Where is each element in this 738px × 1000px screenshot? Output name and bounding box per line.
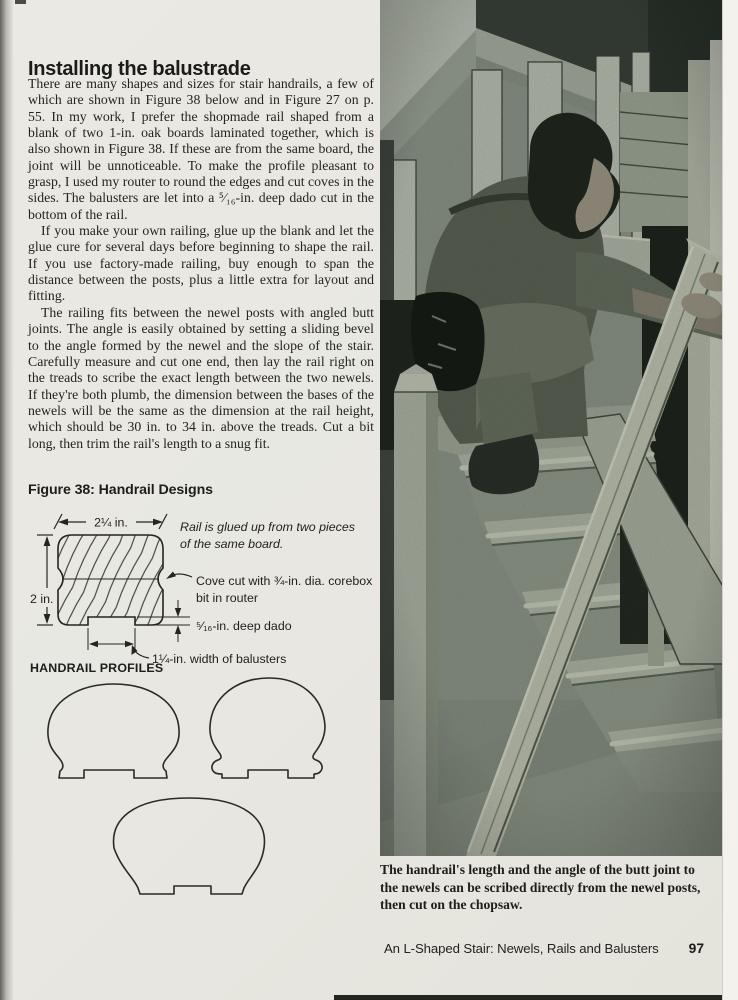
width-dim-label: 2¼ in. — [94, 515, 128, 530]
profile-shape-1 — [48, 684, 179, 778]
height-dim-label: 2 in. — [30, 592, 54, 606]
rail-cross-section — [58, 535, 163, 625]
page-title: Installing the balustrade — [28, 58, 251, 81]
photo-staircase — [380, 0, 724, 856]
handrail-cross-section-diagram — [28, 500, 373, 670]
photo-caption: The handrail's length and the angle of the butt joint to the newels can be scribed directly from the newel posts, then cut on the chopsaw. — [380, 862, 701, 913]
page-gutter-shadow — [0, 0, 14, 1000]
baluster-note: 1¼-in. width of balusters — [152, 652, 287, 666]
dado-note: ⁵⁄₁₆-in. deep dado — [196, 619, 292, 633]
paragraph: The railing fits between the newel posts with angled butt joints. The angle is easily obtained by setting a sliding bevel to the angle formed by the newel and the slope of the stair. Carefully measure and cut one end, then lay the rail right on the treads to scribe the exact length between the two newels. If they're both plumb, the dimension between the bases of the newels will be the same as the dimension at the rail height, which should be 30 in. to 34 in. above the treads. Cut a bit long, then trim the rail's length to a snug fit. — [28, 304, 374, 451]
page-right-edge — [722, 0, 738, 1000]
page-bottom-edge — [334, 995, 738, 1000]
profile-shape-2 — [210, 678, 325, 778]
footer-chapter-title: An L-Shaped Stair: Newels, Rails and Balusters — [383, 941, 659, 956]
article-body — [28, 76, 374, 452]
figure-caption: Figure 38: Handrail Designs — [28, 482, 213, 498]
paragraph: If you make your own railing, glue up the blank and let the glue cure for several days before beginning to shape the rail. If you use factory-made railing, buy enough to span the distance between the posts, plus a little extra for layout and fitting. — [28, 223, 374, 304]
glue-note-line2: of the same board. — [180, 537, 284, 551]
handrail-profiles-drawing — [28, 674, 373, 909]
profile-shape-3 — [114, 798, 265, 894]
cove-note-line1: Cove cut with ¾-in. dia. corebox — [196, 574, 373, 588]
page-number: 97 — [688, 941, 704, 956]
running-footer — [380, 941, 704, 956]
cove-note-line2: bit in router — [196, 591, 258, 605]
scan-mark — [15, 0, 26, 4]
glue-note-line1: Rail is glued up from two pieces — [180, 520, 355, 534]
paragraph: There are many shapes and sizes for stair handrails, a few of which are shown in Figure 38 below and in Figure 27 on p. 55. In my work, I prefer the shopmade rail shaped from a blank of two 1-in. oak boards laminated together, which is also shown in Figure 38. If these are from the same board, the joint will be unnoticeable. To make the profile pleasant to grasp, I used my router to round the edges and cut coves in the sides. The balusters are let into a ⁵⁄₁₆-in. deep dado cut in the bottom of the rail. — [28, 76, 374, 222]
height-dimension — [37, 535, 53, 625]
profiles-heading: HANDRAIL PROFILES — [30, 661, 164, 675]
baluster-dimension — [88, 628, 135, 650]
